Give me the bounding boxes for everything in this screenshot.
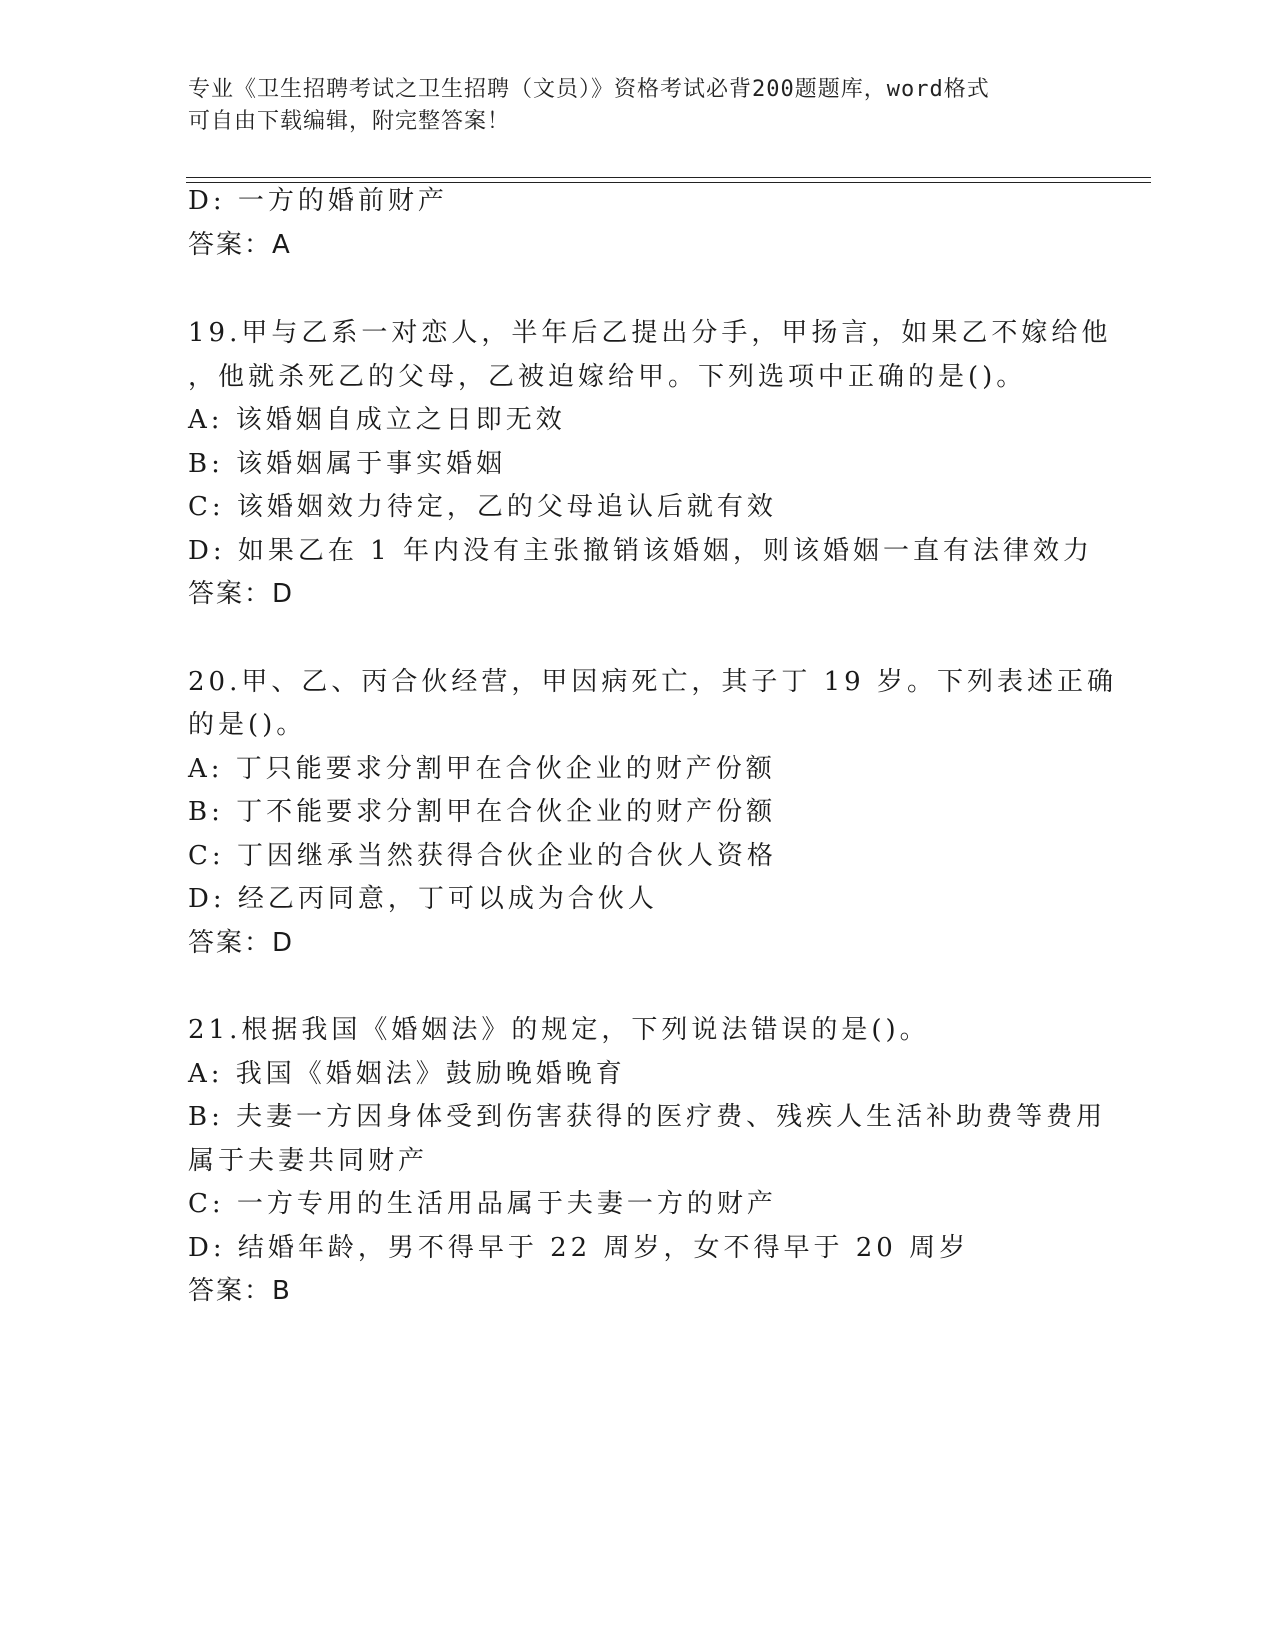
- prev-question-option-d: D: 一方的婚前财产: [188, 186, 448, 216]
- question-19-option-a: A: 该婚姻自成立之日即无效: [188, 405, 566, 435]
- question-21-option-a: A: 我国《婚姻法》鼓励晚婚晚育: [188, 1059, 626, 1089]
- question-19-stem-line-2: ，他就杀死乙的父母，乙被迫嫁给甲。下列选项中正确的是()。: [188, 362, 1027, 392]
- header-divider-top: [186, 177, 1151, 178]
- prev-question-answer: 答案：A: [188, 230, 292, 260]
- page-header: [188, 74, 1068, 138]
- question-19-option-c: C: 该婚姻效力待定，乙的父母追认后就有效: [188, 492, 777, 522]
- question-21-option-c: C: 一方专用的生活用品属于夫妻一方的财产: [188, 1189, 777, 1219]
- question-19-option-d: D: 如果乙在 1 年内没有主张撤销该婚姻，则该婚姻一直有法律效力: [188, 536, 1093, 566]
- question-21-answer: 答案：B: [188, 1276, 292, 1306]
- question-20-stem-line-2: 的是()。: [188, 710, 307, 740]
- question-20-option-c: C: 丁因继承当然获得合伙企业的合伙人资格: [188, 841, 777, 871]
- question-21-option-b-line-2: 属于夫妻共同财产: [188, 1146, 429, 1176]
- question-20-option-d: D: 经乙丙同意，丁可以成为合伙人: [188, 884, 658, 914]
- question-19-answer: 答案：D: [188, 579, 295, 609]
- header-divider-bottom: [186, 182, 1151, 183]
- header-title-line-1: 专业《卫生招聘考试之卫生招聘（文员）》资格考试必背200题题库，word格式: [188, 77, 990, 102]
- question-20-option-b: B: 丁不能要求分割甲在合伙企业的财产份额: [188, 797, 777, 827]
- question-20-answer: 答案：D: [188, 928, 295, 958]
- question-21-option-b-line-1: B: 夫妻一方因身体受到伤害获得的医疗费、残疾人生活补助费等费用: [188, 1102, 1107, 1132]
- question-21-option-d: D: 结婚年龄，男不得早于 22 周岁，女不得早于 20 周岁: [188, 1233, 970, 1263]
- question-20-stem-line-1: 20.甲、乙、丙合伙经营，甲因病死亡，其子丁 19 岁。下列表述正确: [188, 667, 1117, 697]
- question-19-stem-line-1: 19.甲与乙系一对恋人，半年后乙提出分手，甲扬言，如果乙不嫁给他: [188, 318, 1112, 348]
- question-20-option-a: A: 丁只能要求分割甲在合伙企业的财产份额: [188, 754, 776, 784]
- question-19-option-b: B: 该婚姻属于事实婚姻: [188, 449, 507, 479]
- question-21-stem: 21.根据我国《婚姻法》的规定，下列说法错误的是()。: [188, 1015, 930, 1045]
- header-title-line-2: 可自由下载编辑，附完整答案！: [188, 109, 511, 134]
